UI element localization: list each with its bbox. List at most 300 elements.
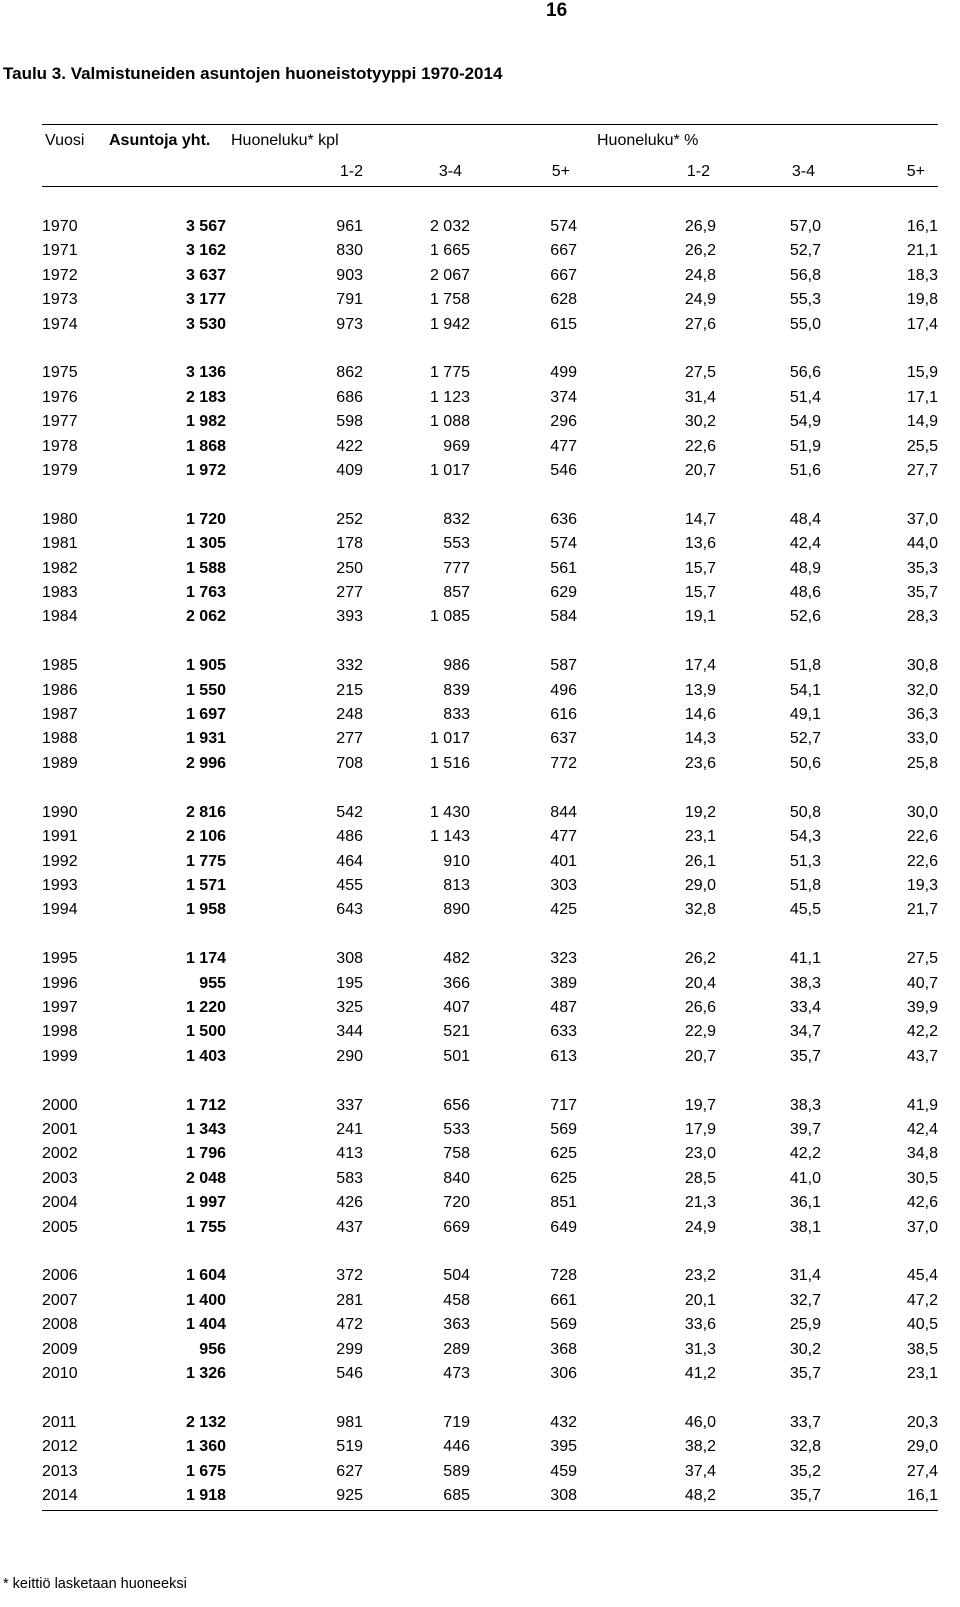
cell-pct-3-4: 36,1 — [789, 1194, 821, 1212]
cell-total: 1 571 — [185, 876, 226, 894]
cell-pct-5plus: 20,3 — [906, 1413, 938, 1431]
cell-pct-5plus: 42,6 — [906, 1194, 938, 1212]
cell-year: 1982 — [42, 559, 78, 577]
header-bottom-rule — [42, 186, 938, 187]
cell-kpl-5plus: 625 — [550, 1169, 577, 1187]
table-row — [42, 801, 938, 825]
cell-kpl-3-4: 669 — [443, 1218, 470, 1236]
cell-pct-5plus: 16,1 — [906, 1487, 938, 1504]
cell-total: 2 106 — [185, 828, 226, 846]
cell-pct-5plus: 42,4 — [906, 1120, 938, 1138]
cell-pct-1-2: 24,9 — [684, 1218, 716, 1236]
cell-kpl-5plus: 649 — [550, 1218, 577, 1236]
cell-kpl-3-4: 533 — [443, 1120, 470, 1138]
cell-pct-5plus: 23,1 — [906, 1364, 938, 1382]
cell-pct-5plus: 27,4 — [906, 1462, 938, 1480]
cell-pct-1-2: 26,2 — [684, 950, 716, 968]
cell-pct-3-4: 38,3 — [789, 974, 821, 992]
table-row — [42, 532, 938, 556]
cell-pct-5plus: 43,7 — [906, 1047, 938, 1065]
cell-pct-1-2: 31,4 — [684, 388, 716, 406]
cell-pct-3-4: 48,9 — [789, 559, 821, 577]
cell-pct-1-2: 13,9 — [684, 681, 716, 699]
cell-pct-1-2: 14,3 — [684, 730, 716, 748]
cell-total: 1 931 — [185, 730, 226, 748]
cell-kpl-5plus: 496 — [550, 681, 577, 699]
cell-year: 1989 — [42, 754, 78, 772]
cell-kpl-3-4: 366 — [443, 974, 470, 992]
cell-pct-5plus: 28,3 — [906, 608, 938, 626]
group-spacer — [42, 776, 938, 800]
table-row — [42, 1142, 938, 1166]
cell-pct-3-4: 48,4 — [789, 510, 821, 528]
table-row — [42, 1118, 938, 1142]
cell-kpl-5plus: 661 — [550, 1291, 577, 1309]
cell-total: 1 997 — [185, 1194, 226, 1212]
cell-year: 1998 — [42, 1023, 78, 1041]
cell-pct-1-2: 15,7 — [684, 559, 716, 577]
cell-kpl-1-2: 455 — [336, 876, 363, 894]
cell-pct-1-2: 33,6 — [684, 1316, 716, 1334]
cell-pct-5plus: 27,5 — [906, 950, 938, 968]
cell-kpl-5plus: 772 — [550, 754, 577, 772]
cell-year: 2006 — [42, 1267, 78, 1285]
cell-kpl-3-4: 777 — [443, 559, 470, 577]
cell-pct-5plus: 32,0 — [906, 681, 938, 699]
cell-kpl-1-2: 598 — [336, 413, 363, 431]
cell-kpl-3-4: 446 — [443, 1438, 470, 1456]
table-row — [42, 654, 938, 678]
cell-pct-1-2: 23,2 — [684, 1267, 716, 1285]
cell-total: 3 637 — [185, 266, 226, 284]
cell-total: 1 697 — [185, 706, 226, 724]
cell-pct-3-4: 52,6 — [789, 608, 821, 626]
cell-pct-5plus: 40,7 — [906, 974, 938, 992]
group-spacer — [42, 1386, 938, 1410]
page-number: 16 — [546, 0, 568, 21]
cell-pct-3-4: 33,4 — [789, 998, 821, 1016]
cell-kpl-5plus: 584 — [550, 608, 577, 626]
cell-total: 1 958 — [185, 901, 226, 919]
cell-kpl-1-2: 437 — [336, 1218, 363, 1236]
cell-kpl-1-2: 862 — [336, 364, 363, 382]
cell-year: 1986 — [42, 681, 78, 699]
cell-kpl-5plus: 487 — [550, 998, 577, 1016]
cell-kpl-1-2: 422 — [336, 437, 363, 455]
cell-kpl-1-2: 281 — [336, 1291, 363, 1309]
cell-total: 1 868 — [185, 437, 226, 455]
subheader-pct-5plus: 5+ — [906, 163, 925, 180]
cell-kpl-1-2: 519 — [336, 1438, 363, 1456]
cell-kpl-5plus: 395 — [550, 1438, 577, 1456]
cell-total: 1 720 — [185, 510, 226, 528]
cell-kpl-3-4: 1 017 — [429, 462, 470, 480]
cell-kpl-3-4: 501 — [443, 1047, 470, 1065]
cell-kpl-1-2: 643 — [336, 901, 363, 919]
cell-kpl-5plus: 629 — [550, 584, 577, 602]
table-row — [42, 605, 938, 629]
cell-year: 1981 — [42, 535, 78, 553]
cell-pct-3-4: 51,9 — [789, 437, 821, 455]
table-row — [42, 1045, 938, 1069]
table-row — [42, 1460, 938, 1484]
table-row — [42, 313, 938, 337]
cell-pct-1-2: 23,0 — [684, 1145, 716, 1163]
cell-kpl-5plus: 477 — [550, 437, 577, 455]
group-spacer — [42, 1240, 938, 1264]
cell-kpl-1-2: 486 — [336, 828, 363, 846]
table-row — [42, 435, 938, 459]
cell-total: 3 177 — [185, 291, 226, 309]
cell-kpl-5plus: 574 — [550, 535, 577, 553]
cell-pct-1-2: 46,0 — [684, 1413, 716, 1431]
cell-pct-3-4: 51,8 — [789, 657, 821, 675]
cell-total: 1 918 — [185, 1487, 226, 1504]
table-row — [42, 947, 938, 971]
cell-kpl-1-2: 337 — [336, 1096, 363, 1114]
cell-year: 1987 — [42, 706, 78, 724]
cell-kpl-1-2: 277 — [336, 730, 363, 748]
cell-pct-5plus: 14,9 — [906, 413, 938, 431]
cell-pct-3-4: 54,3 — [789, 828, 821, 846]
cell-kpl-1-2: 830 — [336, 242, 363, 260]
cell-total: 1 550 — [185, 681, 226, 699]
cell-kpl-5plus: 636 — [550, 510, 577, 528]
header-top-rule — [42, 124, 938, 125]
cell-kpl-3-4: 473 — [443, 1364, 470, 1382]
cell-pct-3-4: 57,0 — [789, 218, 821, 235]
cell-kpl-3-4: 857 — [443, 584, 470, 602]
cell-pct-1-2: 20,1 — [684, 1291, 716, 1309]
cell-kpl-5plus: 616 — [550, 706, 577, 724]
cell-kpl-3-4: 1 758 — [429, 291, 470, 309]
cell-total: 1 604 — [185, 1267, 226, 1285]
cell-kpl-3-4: 407 — [443, 998, 470, 1016]
cell-pct-3-4: 48,6 — [789, 584, 821, 602]
cell-year: 1979 — [42, 462, 78, 480]
group-spacer — [42, 630, 938, 654]
cell-year: 1970 — [42, 218, 78, 235]
table-row — [42, 1020, 938, 1044]
cell-pct-1-2: 41,2 — [684, 1364, 716, 1382]
cell-total: 3 136 — [185, 364, 226, 382]
cell-pct-1-2: 38,2 — [684, 1438, 716, 1456]
cell-pct-1-2: 20,7 — [684, 1047, 716, 1065]
cell-pct-3-4: 34,7 — [789, 1023, 821, 1041]
cell-kpl-1-2: 393 — [336, 608, 363, 626]
cell-kpl-5plus: 432 — [550, 1413, 577, 1431]
cell-year: 1995 — [42, 950, 78, 968]
cell-year: 1983 — [42, 584, 78, 602]
cell-kpl-1-2: 325 — [336, 998, 363, 1016]
cell-year: 2011 — [42, 1413, 77, 1431]
cell-pct-1-2: 29,0 — [684, 876, 716, 894]
cell-kpl-5plus: 613 — [550, 1047, 577, 1065]
table-row — [42, 1435, 938, 1459]
table-row — [42, 215, 938, 239]
cell-pct-1-2: 27,6 — [684, 315, 716, 333]
cell-pct-1-2: 48,2 — [684, 1487, 716, 1504]
cell-pct-3-4: 56,6 — [789, 364, 821, 382]
group-spacer — [42, 337, 938, 361]
cell-kpl-1-2: 903 — [336, 266, 363, 284]
cell-year: 1990 — [42, 803, 78, 821]
cell-pct-1-2: 27,5 — [684, 364, 716, 382]
cell-pct-1-2: 19,2 — [684, 803, 716, 821]
table-row — [42, 239, 938, 263]
table-title: Taulu 3. Valmistuneiden asuntojen huoneistotyyppi 1970-2014 — [3, 64, 503, 83]
cell-kpl-3-4: 1 143 — [429, 828, 470, 846]
cell-kpl-1-2: 686 — [336, 388, 363, 406]
cell-year: 2007 — [42, 1291, 78, 1309]
cell-kpl-5plus: 574 — [550, 218, 577, 235]
cell-pct-5plus: 30,8 — [906, 657, 938, 675]
cell-total: 1 675 — [185, 1462, 226, 1480]
cell-pct-1-2: 17,9 — [684, 1120, 716, 1138]
cell-kpl-3-4: 832 — [443, 510, 470, 528]
cell-kpl-1-2: 241 — [336, 1120, 363, 1138]
cell-total: 1 796 — [185, 1145, 226, 1163]
cell-kpl-5plus: 615 — [550, 315, 577, 333]
cell-kpl-3-4: 1 942 — [429, 315, 470, 333]
cell-pct-3-4: 55,0 — [789, 315, 821, 333]
cell-pct-1-2: 13,6 — [684, 535, 716, 553]
cell-kpl-1-2: 464 — [336, 852, 363, 870]
table-body — [42, 215, 938, 1508]
cell-kpl-3-4: 719 — [443, 1413, 470, 1431]
cell-kpl-5plus: 546 — [550, 462, 577, 480]
cell-pct-3-4: 35,7 — [789, 1487, 821, 1504]
cell-total: 1 588 — [185, 559, 226, 577]
cell-pct-5plus: 22,6 — [906, 852, 938, 870]
table-row — [42, 1313, 938, 1337]
table-row — [42, 727, 938, 751]
cell-kpl-1-2: 248 — [336, 706, 363, 724]
cell-pct-1-2: 17,4 — [684, 657, 716, 675]
table-row — [42, 1094, 938, 1118]
cell-pct-5plus: 22,6 — [906, 828, 938, 846]
cell-pct-5plus: 21,7 — [906, 901, 938, 919]
cell-kpl-1-2: 973 — [336, 315, 363, 333]
cell-kpl-5plus: 625 — [550, 1145, 577, 1163]
cell-pct-1-2: 32,8 — [684, 901, 716, 919]
cell-year: 2002 — [42, 1145, 78, 1163]
cell-pct-5plus: 17,1 — [906, 388, 938, 406]
cell-pct-3-4: 35,7 — [789, 1047, 821, 1065]
cell-pct-3-4: 38,3 — [789, 1096, 821, 1114]
cell-year: 1992 — [42, 852, 78, 870]
cell-pct-5plus: 42,2 — [906, 1023, 938, 1041]
cell-kpl-1-2: 372 — [336, 1267, 363, 1285]
cell-pct-3-4: 35,2 — [789, 1462, 821, 1480]
group-spacer — [42, 1069, 938, 1093]
cell-kpl-3-4: 910 — [443, 852, 470, 870]
cell-kpl-1-2: 472 — [336, 1316, 363, 1334]
cell-kpl-5plus: 308 — [550, 1487, 577, 1504]
cell-pct-3-4: 45,5 — [789, 901, 821, 919]
cell-kpl-3-4: 656 — [443, 1096, 470, 1114]
cell-kpl-5plus: 851 — [550, 1194, 577, 1212]
cell-kpl-3-4: 833 — [443, 706, 470, 724]
cell-kpl-3-4: 1 123 — [429, 388, 470, 406]
cell-total: 1 763 — [185, 584, 226, 602]
cell-kpl-5plus: 401 — [550, 852, 577, 870]
cell-pct-5plus: 29,0 — [906, 1438, 938, 1456]
cell-total: 3 162 — [185, 242, 226, 260]
footnote: * keittiö lasketaan huoneeksi — [3, 1576, 187, 1592]
cell-total: 956 — [199, 1340, 226, 1358]
cell-kpl-1-2: 981 — [336, 1413, 363, 1431]
header-total: Asuntoja yht. — [109, 132, 211, 149]
cell-kpl-1-2: 332 — [336, 657, 363, 675]
cell-kpl-1-2: 178 — [336, 535, 363, 553]
cell-kpl-5plus: 637 — [550, 730, 577, 748]
cell-kpl-5plus: 306 — [550, 1364, 577, 1382]
cell-total: 1 174 — [185, 950, 226, 968]
cell-kpl-3-4: 521 — [443, 1023, 470, 1041]
table-row — [42, 703, 938, 727]
cell-pct-3-4: 51,8 — [789, 876, 821, 894]
cell-kpl-1-2: 583 — [336, 1169, 363, 1187]
cell-kpl-3-4: 890 — [443, 901, 470, 919]
cell-kpl-5plus: 628 — [550, 291, 577, 309]
cell-pct-3-4: 54,1 — [789, 681, 821, 699]
cell-pct-1-2: 22,9 — [684, 1023, 716, 1041]
cell-pct-1-2: 31,3 — [684, 1340, 716, 1358]
cell-pct-3-4: 32,8 — [789, 1438, 821, 1456]
cell-kpl-3-4: 2 032 — [429, 218, 470, 235]
cell-pct-1-2: 19,1 — [684, 608, 716, 626]
cell-kpl-3-4: 986 — [443, 657, 470, 675]
cell-pct-5plus: 40,5 — [906, 1316, 938, 1334]
cell-total: 2 996 — [185, 754, 226, 772]
cell-total: 1 905 — [185, 657, 226, 675]
table-row — [42, 1484, 938, 1508]
cell-year: 1996 — [42, 974, 78, 992]
table-row — [42, 557, 938, 581]
cell-pct-5plus: 17,4 — [906, 315, 938, 333]
cell-pct-3-4: 33,7 — [789, 1413, 821, 1431]
cell-kpl-5plus: 844 — [550, 803, 577, 821]
cell-year: 1980 — [42, 510, 78, 528]
cell-pct-5plus: 30,0 — [906, 803, 938, 821]
table-row — [42, 1191, 938, 1215]
cell-total: 3 567 — [185, 218, 226, 235]
cell-pct-1-2: 23,6 — [684, 754, 716, 772]
cell-year: 1993 — [42, 876, 78, 894]
cell-pct-5plus: 25,8 — [906, 754, 938, 772]
table-row — [42, 898, 938, 922]
cell-total: 1 400 — [185, 1291, 226, 1309]
cell-kpl-5plus: 389 — [550, 974, 577, 992]
cell-kpl-1-2: 708 — [336, 754, 363, 772]
cell-kpl-3-4: 589 — [443, 1462, 470, 1480]
cell-kpl-5plus: 374 — [550, 388, 577, 406]
cell-pct-1-2: 24,9 — [684, 291, 716, 309]
cell-pct-1-2: 20,7 — [684, 462, 716, 480]
table-row — [42, 996, 938, 1020]
cell-kpl-5plus: 587 — [550, 657, 577, 675]
cell-kpl-1-2: 308 — [336, 950, 363, 968]
cell-year: 1984 — [42, 608, 78, 626]
cell-kpl-1-2: 542 — [336, 803, 363, 821]
cell-pct-5plus: 47,2 — [906, 1291, 938, 1309]
cell-kpl-3-4: 553 — [443, 535, 470, 553]
cell-kpl-3-4: 758 — [443, 1145, 470, 1163]
cell-pct-5plus: 16,1 — [906, 218, 938, 235]
cell-total: 2 048 — [185, 1169, 226, 1187]
cell-kpl-5plus: 569 — [550, 1120, 577, 1138]
cell-pct-3-4: 56,8 — [789, 266, 821, 284]
cell-pct-1-2: 26,2 — [684, 242, 716, 260]
cell-total: 2 132 — [185, 1413, 226, 1431]
table-row — [42, 581, 938, 605]
cell-pct-5plus: 15,9 — [906, 364, 938, 382]
cell-kpl-5plus: 633 — [550, 1023, 577, 1041]
cell-total: 1 326 — [185, 1364, 226, 1382]
table-row — [42, 1338, 938, 1362]
cell-total: 2 816 — [185, 803, 226, 821]
cell-pct-1-2: 26,1 — [684, 852, 716, 870]
cell-kpl-1-2: 215 — [336, 681, 363, 699]
cell-kpl-3-4: 839 — [443, 681, 470, 699]
cell-total: 1 360 — [185, 1438, 226, 1456]
cell-total: 3 530 — [185, 315, 226, 333]
cell-kpl-1-2: 925 — [336, 1487, 363, 1504]
cell-pct-5plus: 25,5 — [906, 437, 938, 455]
table-row — [42, 850, 938, 874]
cell-year: 1997 — [42, 998, 78, 1016]
cell-pct-3-4: 50,6 — [789, 754, 821, 772]
cell-pct-3-4: 51,6 — [789, 462, 821, 480]
cell-year: 1988 — [42, 730, 78, 748]
table-row — [42, 410, 938, 434]
cell-total: 2 062 — [185, 608, 226, 626]
cell-total: 1 775 — [185, 852, 226, 870]
cell-kpl-3-4: 1 775 — [429, 364, 470, 382]
cell-total: 1 972 — [185, 462, 226, 480]
cell-kpl-5plus: 303 — [550, 876, 577, 894]
cell-pct-1-2: 24,8 — [684, 266, 716, 284]
cell-pct-3-4: 41,0 — [789, 1169, 821, 1187]
cell-pct-5plus: 18,3 — [906, 266, 938, 284]
cell-pct-3-4: 52,7 — [789, 730, 821, 748]
table-row — [42, 1411, 938, 1435]
cell-kpl-3-4: 720 — [443, 1194, 470, 1212]
cell-year: 2003 — [42, 1169, 78, 1187]
cell-kpl-3-4: 458 — [443, 1291, 470, 1309]
cell-total: 955 — [199, 974, 226, 992]
cell-pct-1-2: 26,9 — [684, 218, 716, 235]
cell-kpl-1-2: 290 — [336, 1047, 363, 1065]
cell-kpl-3-4: 969 — [443, 437, 470, 455]
cell-kpl-3-4: 363 — [443, 1316, 470, 1334]
cell-kpl-3-4: 1 085 — [429, 608, 470, 626]
cell-kpl-1-2: 413 — [336, 1145, 363, 1163]
cell-kpl-5plus: 459 — [550, 1462, 577, 1480]
cell-kpl-5plus: 499 — [550, 364, 577, 382]
cell-year: 1994 — [42, 901, 78, 919]
table-row — [42, 1264, 938, 1288]
cell-kpl-3-4: 1 516 — [429, 754, 470, 772]
cell-pct-3-4: 52,7 — [789, 242, 821, 260]
cell-kpl-1-2: 791 — [336, 291, 363, 309]
table-row — [42, 874, 938, 898]
cell-kpl-5plus: 569 — [550, 1316, 577, 1334]
cell-kpl-3-4: 1 017 — [429, 730, 470, 748]
cell-year: 1975 — [42, 364, 78, 382]
cell-kpl-5plus: 425 — [550, 901, 577, 919]
